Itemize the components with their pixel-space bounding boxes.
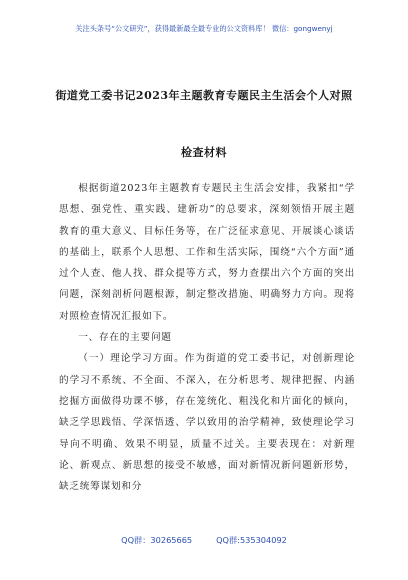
intro-paragraph: 根据街道2023年主题教育专题民主生活会安排，我紧扣“学思想、强党性、重实践、建新功”的总要求，深刻领悟开展主题教育的重大意义、目标任务等，在广泛征求意见、开展谈心谈话的基础上，联系个人思想、工作和生活实际，围绕“六个方面”通过个人查、他人找、群众提等方式，努力查摆出六个方面的突出问题，深刻剖析问题根源，制定整改措施、明确努力方向。现将对照检查情况汇报如下。 [59,183,355,322]
footer-qq-group-2: QQ群:535304092 [216,535,287,545]
header-promo-note: 关注头条号“公文研究”，获得最新最全最专业的公文资料库！ 微信：gongwenyj [75,24,333,33]
document-title-line-2: 检查材料 [181,146,227,159]
document-body [59,178,355,497]
section-heading-problems: 一、存在的主要问题 [78,332,172,344]
footer-qq-groups [0,535,408,546]
document-title-line-1: 街道党工委书记2023年主题教育专题民主生活会个人对照 [55,89,353,102]
item-theory-study-paragraph: （一）理论学习方面。作为街道的党工委书记，对创新理论的学习不系统、不全面、不深入，在分析思考、规律把握、内涵挖掘方面做得功课不够，存在笼统化、粗浅化和片面化的倾向，缺乏学思践悟、学深悟透、学以致用的治学精神，致使理论学习导向不明确、效果不明显，质量不过关。主要表现在：对新理论、新观点、新思想的接受不敏感，面对新情况新问题新形势，缺乏统筹谋划和分 [59,353,355,493]
footer-qq-group-1: QQ群：30265665 [121,535,193,545]
